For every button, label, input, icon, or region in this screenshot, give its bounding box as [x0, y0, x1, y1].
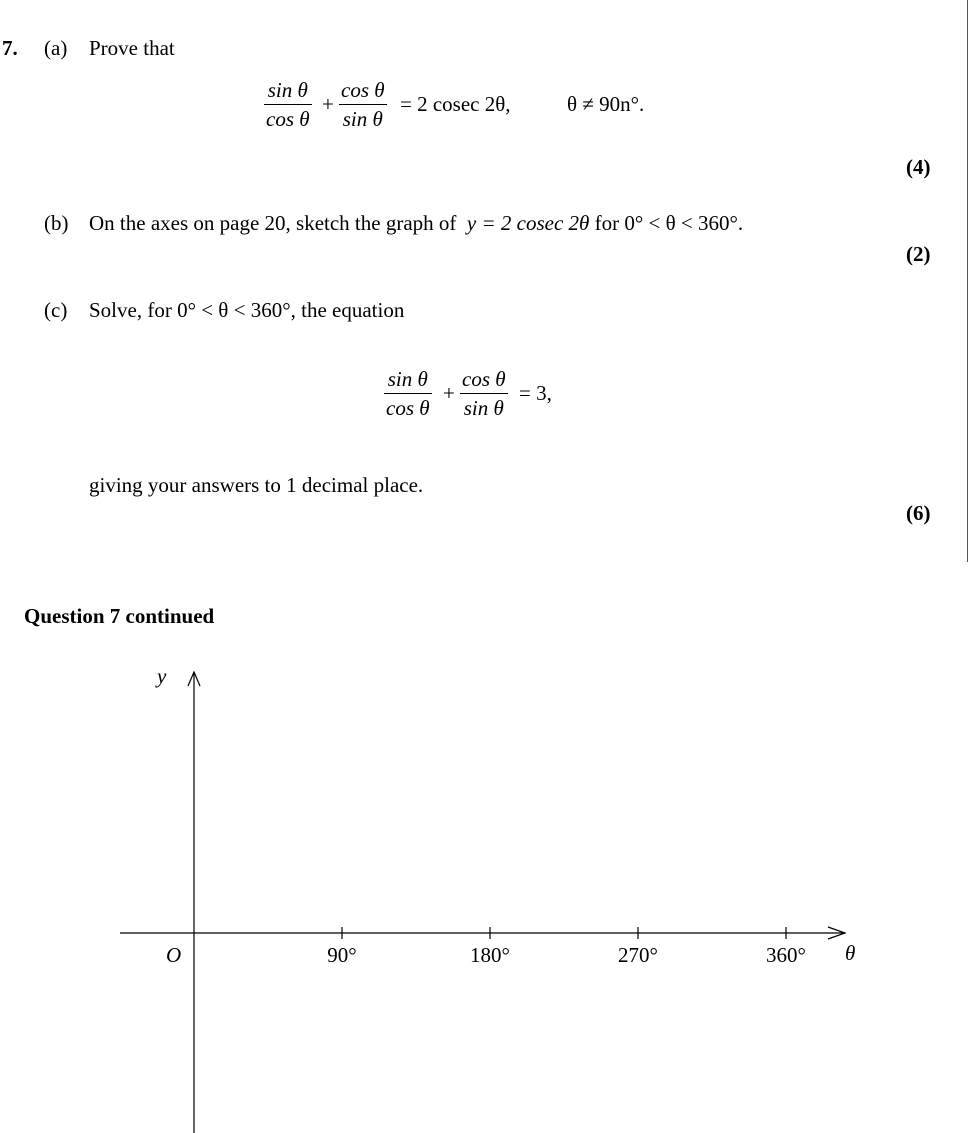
tick-label-360: 360° — [766, 943, 806, 967]
fraction-denominator: sin θ — [342, 107, 383, 131]
fraction-numerator: sin θ — [387, 367, 428, 391]
fraction-denominator: cos θ — [266, 107, 310, 131]
part-b-text-before: On the axes on page 20, sketch the graph of — [89, 211, 457, 235]
equation-condition: θ ≠ 90n°. — [567, 92, 645, 116]
tick-label-90: 90° — [327, 943, 357, 967]
y-axis-label: y — [157, 664, 167, 688]
part-c-instruction: giving your answers to 1 decimal place. — [89, 473, 424, 497]
fraction-denominator: sin θ — [463, 396, 504, 420]
part-b-marks: (2) — [906, 242, 931, 266]
part-a-label: (a) — [44, 36, 68, 60]
equation-rhs: = 3, — [519, 381, 552, 405]
part-c-text: Solve, for 0° < θ < 360°, the equation — [89, 298, 405, 322]
part-a-marks: (4) — [906, 155, 931, 179]
plus-sign: + — [322, 92, 334, 116]
question-number: 7. — [2, 36, 18, 60]
plus-sign: + — [443, 381, 455, 405]
fraction-numerator: sin θ — [267, 78, 308, 102]
tick-label-180: 180° — [470, 943, 510, 967]
part-b-label: (b) — [44, 211, 69, 235]
part-c-marks: (6) — [906, 501, 931, 525]
part-b-equation: y = 2 cosec 2θ — [466, 211, 590, 235]
part-a-text: Prove that — [89, 36, 175, 60]
part-c-label: (c) — [44, 298, 68, 322]
part-b-text-after: for 0° < θ < 360°. — [594, 211, 744, 235]
continued-heading: Question 7 continued — [24, 604, 215, 628]
tick-label-270: 270° — [618, 943, 658, 967]
x-axis-label: θ — [845, 941, 856, 965]
fraction-denominator: cos θ — [386, 396, 430, 420]
equation-rhs: = 2 cosec 2θ, — [400, 92, 511, 116]
fraction-numerator: cos θ — [462, 367, 506, 391]
origin-label: O — [166, 943, 182, 967]
fraction-numerator: cos θ — [341, 78, 385, 102]
